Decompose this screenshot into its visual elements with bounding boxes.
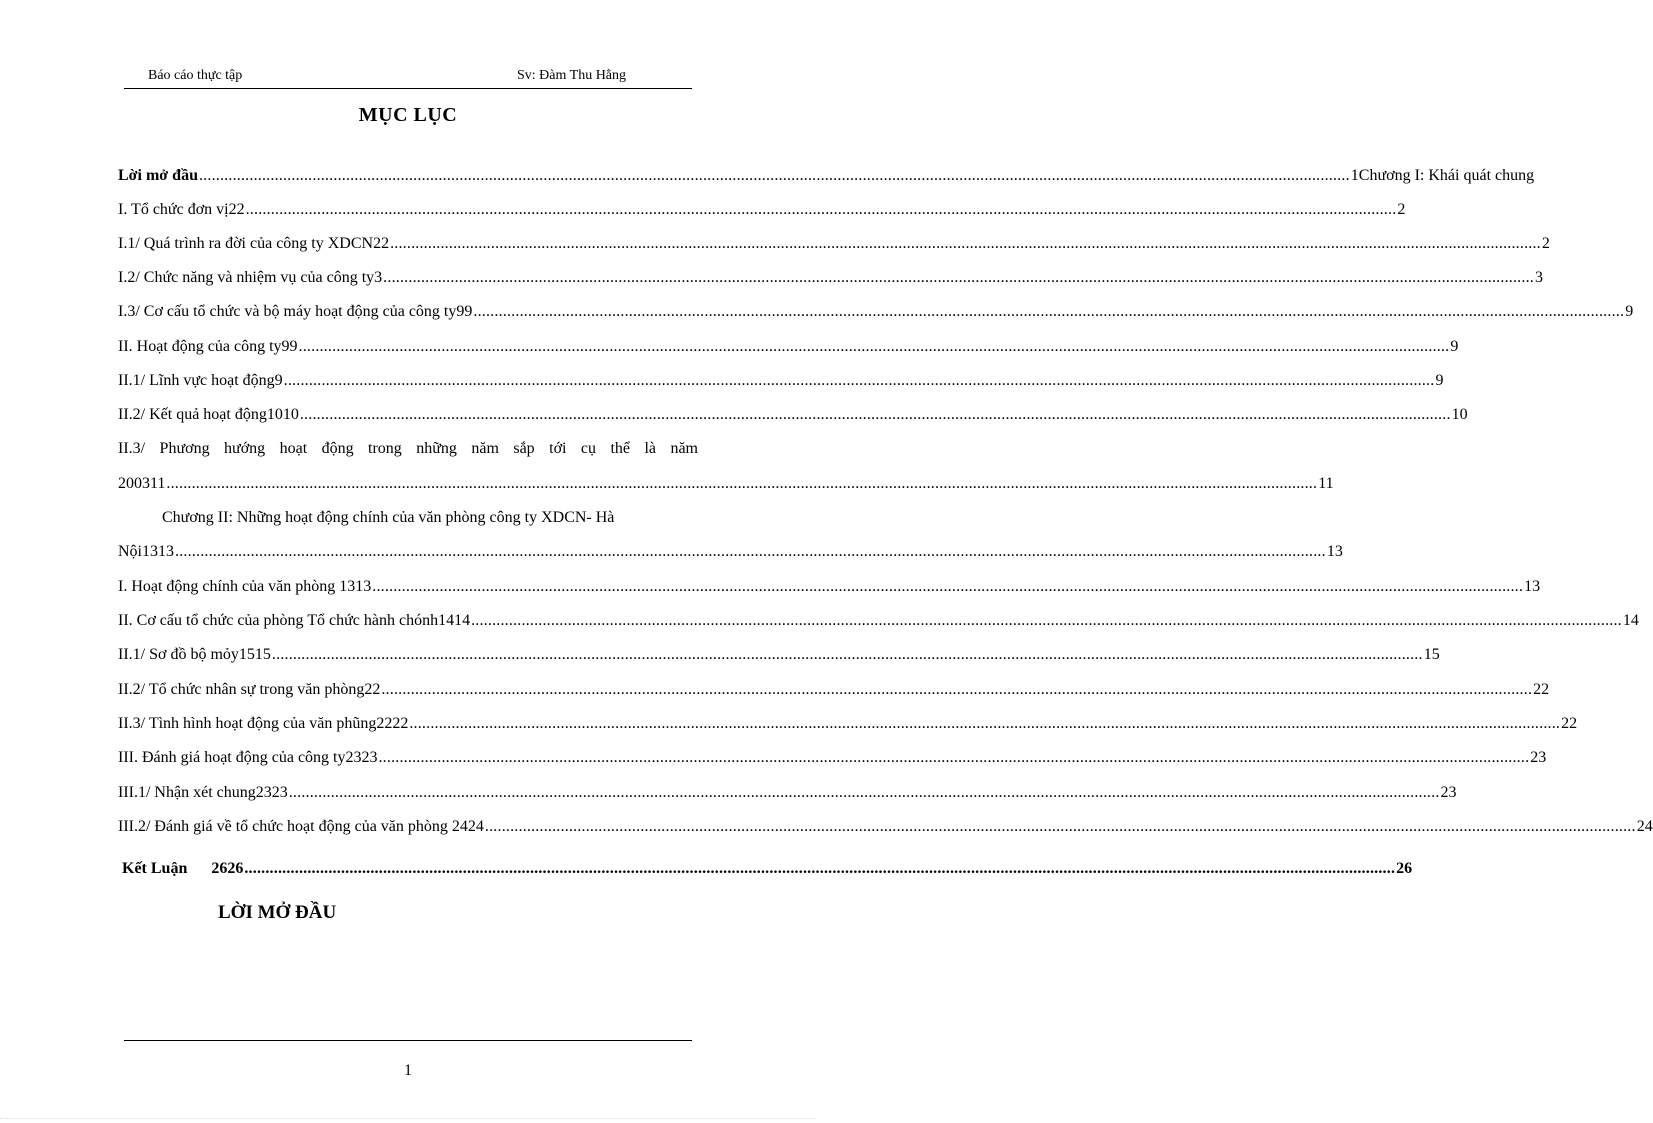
toc-leader: ..................................................................................................................................................................................................................................................................................: [166, 475, 1318, 492]
toc-page: 9: [1450, 338, 1459, 355]
toc-label: 200311: [118, 475, 166, 492]
toc-entry[interactable]: [118, 576, 1541, 598]
toc-page: 22: [1533, 681, 1550, 698]
toc-label: Kết Luận 2626: [118, 860, 244, 877]
toc-page: 13: [1326, 543, 1343, 560]
toc-entry[interactable]: [118, 610, 1639, 632]
toc-leader: ..................................................................................................................................................................................................................................................................................: [390, 235, 1541, 252]
toc-label: Nội1313: [118, 543, 174, 560]
toc-label: II.2/ Tổ chức nhân sự trong văn phòng22: [118, 681, 381, 698]
toc-page: 1Chương I: Khái quát chung: [1350, 167, 1535, 184]
toc-entry[interactable]: [118, 713, 1578, 735]
toc-label: II.1/ Lĩnh vực hoạt động9: [118, 372, 283, 389]
page-edge: [0, 1118, 816, 1119]
toc-leader: ..................................................................................................................................................................................................................................................................................: [245, 201, 1397, 218]
toc-page: 23: [1530, 749, 1547, 766]
section-heading: LỜI MỞ ĐẦU: [218, 902, 337, 923]
toc-page: 14: [1622, 612, 1639, 629]
toc-page: 24: [1636, 818, 1653, 835]
chapter-heading-line: Chương II: Những hoạt động chính của văn phòng công ty XDCN- Hà: [162, 509, 615, 526]
toc-entry[interactable]: [118, 747, 1547, 769]
toc-leader: ..................................................................................................................................................................................................................................................................................: [298, 338, 1450, 355]
header-left: Báo cáo thực tập: [148, 68, 243, 83]
toc-page: 9: [1625, 303, 1634, 320]
toc-leader: ..................................................................................................................................................................................................................................................................................: [198, 167, 1350, 184]
toc-leader: ..................................................................................................................................................................................................................................................................................: [473, 303, 1625, 320]
toc-label: II.1/ Sơ đồ bộ mỏy1515: [118, 646, 271, 663]
toc-label: I. Tổ chức đơn vị22: [118, 201, 245, 218]
toc-page: 2: [1397, 201, 1406, 218]
toc-leader: ..................................................................................................................................................................................................................................................................................: [409, 715, 1561, 732]
toc-entry-loi-mo-dau[interactable]: [118, 165, 1535, 187]
page-number: 1: [404, 1062, 412, 1079]
toc-label: III.1/ Nhận xét chung2323: [118, 784, 288, 801]
toc-entry[interactable]: [118, 233, 1550, 255]
toc-page: 23: [1440, 784, 1457, 801]
toc-label: I.3/ Cơ cấu tổ chức và bộ máy hoạt động của công ty99: [118, 303, 473, 320]
toc-leader: ..................................................................................................................................................................................................................................................................................: [283, 372, 1435, 389]
toc-leader: ..................................................................................................................................................................................................................................................................................: [378, 749, 1530, 766]
toc-label: I. Hoạt động chính của văn phòng 1313: [118, 578, 372, 595]
toc-entry[interactable]: [118, 199, 1406, 221]
toc-label: III. Đánh giá hoạt động của công ty2323: [118, 749, 378, 766]
toc-label: II.3/ Tình hình hoạt động của văn phũng2222: [118, 715, 409, 732]
toc-label: II. Cơ cấu tổ chức của phòng Tổ chức hành chónh1414: [118, 612, 471, 629]
toc-entry[interactable]: [118, 404, 1468, 426]
footer-rule: [124, 1040, 692, 1041]
toc-leader: ..................................................................................................................................................................................................................................................................................: [175, 543, 1326, 560]
toc-label: I.1/ Quá trình ra đời của công ty XDCN22: [118, 235, 390, 252]
toc-page: 26: [1396, 860, 1413, 877]
page-title: MỤC LỤC: [358, 104, 458, 126]
toc-page: 13: [1524, 578, 1541, 595]
toc-entry[interactable]: [118, 679, 1550, 701]
header-rule: [124, 88, 692, 89]
toc-leader: ..................................................................................................................................................................................................................................................................................: [299, 406, 1451, 423]
toc-leader: ..................................................................................................................................................................................................................................................................................: [271, 646, 1423, 663]
toc-entry-ket-luan[interactable]: [118, 858, 1413, 880]
toc-entry[interactable]: [118, 782, 1457, 804]
toc-page: 3: [1534, 269, 1543, 286]
toc-entry[interactable]: [118, 816, 1653, 838]
toc-leader: ..................................................................................................................................................................................................................................................................................: [381, 681, 1533, 698]
toc-entry[interactable]: [118, 644, 1440, 666]
toc-leader: ..................................................................................................................................................................................................................................................................................: [244, 860, 1396, 877]
toc-leader: ..................................................................................................................................................................................................................................................................................: [383, 269, 1534, 286]
toc-label: III.2/ Đánh giá về tổ chức hoạt động của văn phòng 2424: [118, 818, 484, 835]
toc-leader: ..................................................................................................................................................................................................................................................................................: [471, 612, 1622, 629]
header-right: Sv: Đàm Thu Hằng: [517, 68, 627, 83]
toc-entry[interactable]: [118, 301, 1634, 323]
toc-page: 11: [1318, 475, 1334, 492]
toc-label: II.2/ Kết quả hoạt động1010: [118, 406, 299, 423]
toc-entry[interactable]: [118, 473, 1334, 495]
toc-page: 9: [1435, 372, 1444, 389]
toc-entry-wrapped-first-line: II.3/ Phương hướng hoạt động trong những năm sắp tới cụ thể là năm: [118, 440, 698, 457]
toc-label: Lời mở đầu: [118, 167, 198, 184]
toc-leader: ..................................................................................................................................................................................................................................................................................: [484, 818, 1636, 835]
toc-page: 10: [1451, 406, 1468, 423]
toc-label: I.2/ Chức năng và nhiệm vụ của công ty3: [118, 269, 383, 286]
toc-entry[interactable]: [118, 267, 1543, 289]
toc-leader: ..................................................................................................................................................................................................................................................................................: [288, 784, 1440, 801]
toc-entry[interactable]: [118, 370, 1444, 392]
toc-leader: ..................................................................................................................................................................................................................................................................................: [372, 578, 1524, 595]
toc-label: II. Hoạt động của công ty99: [118, 338, 298, 355]
toc-page: 15: [1423, 646, 1440, 663]
toc-entry[interactable]: [118, 541, 1343, 563]
toc-page: 22: [1561, 715, 1578, 732]
toc-page: 2: [1541, 235, 1550, 252]
toc-entry[interactable]: [118, 336, 1459, 358]
